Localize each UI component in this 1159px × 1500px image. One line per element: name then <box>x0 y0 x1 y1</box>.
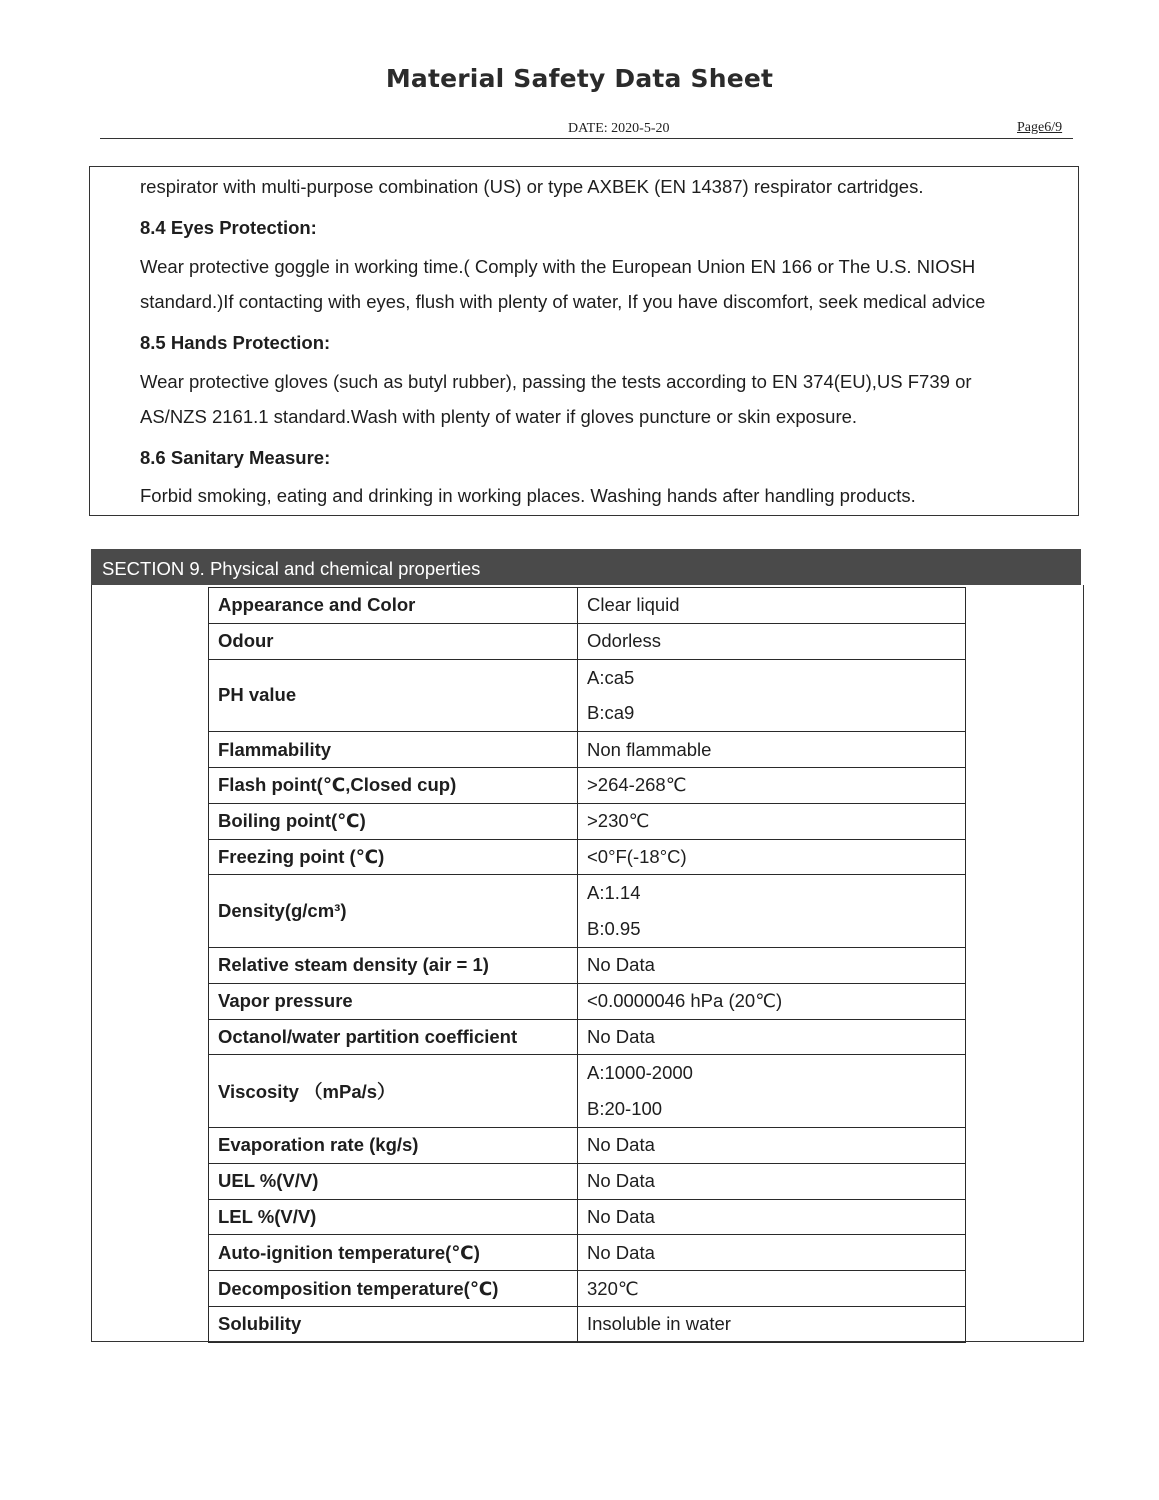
property-label: Boiling point(℃) <box>209 803 578 839</box>
table-row <box>209 983 966 1019</box>
property-value: No Data <box>578 1199 966 1235</box>
property-value: No Data <box>578 1163 966 1199</box>
property-value: Clear liquid <box>578 588 966 624</box>
section-8-text-line: Forbid smoking, eating and drinking in working places. Washing hands after handling products. <box>140 485 916 506</box>
table-row <box>209 1199 966 1235</box>
property-value-line: B:20-100 <box>587 1098 663 1120</box>
property-value: No Data <box>578 1235 966 1271</box>
table-row <box>209 588 966 624</box>
document-date: DATE: 2020-5-20 <box>568 121 670 136</box>
section-8-text-line: respirator with multi-purpose combination (US) or type AXBEK (EN 14387) respirator cartridges. <box>140 176 924 197</box>
property-label: Octanol/water partition coefficient <box>209 1019 578 1055</box>
table-row <box>209 1235 966 1271</box>
property-value <box>578 659 966 732</box>
property-value: <0.0000046 hPa (20℃) <box>578 983 966 1019</box>
page-number: Page6/9 <box>1017 120 1063 135</box>
table-row <box>209 1019 966 1055</box>
section-8-box <box>89 166 1079 516</box>
properties-table <box>208 587 966 1343</box>
property-value: >264-268℃ <box>578 767 966 803</box>
table-row <box>209 1163 966 1199</box>
section-8-subheading: 8.6 Sanitary Measure: <box>140 447 331 468</box>
property-value: 320℃ <box>578 1271 966 1307</box>
table-row <box>209 767 966 803</box>
property-label: Auto-ignition temperature(℃) <box>209 1235 578 1271</box>
section-8-subheading: 8.5 Hands Protection: <box>140 332 331 353</box>
section-9-header: SECTION 9. Physical and chemical properties <box>91 549 1081 585</box>
section-8-text-line: Wear protective gloves (such as butyl rubber), passing the tests according to EN 374(EU),US F739 or <box>140 371 972 392</box>
property-label: Decomposition temperature(℃) <box>209 1271 578 1307</box>
section-8-text-line: standard.)If contacting with eyes, flush with plenty of water, If you have discomfort, seek medical advice <box>140 291 986 312</box>
property-value-line: B:0.95 <box>587 918 641 940</box>
property-label: Viscosity （mPa/s） <box>209 1055 578 1128</box>
property-value: No Data <box>578 1127 966 1163</box>
property-label: Odour <box>209 623 578 659</box>
table-row <box>209 1127 966 1163</box>
table-row <box>209 1271 966 1307</box>
table-row <box>209 839 966 875</box>
table-row <box>209 875 966 948</box>
property-label: LEL %(V/V) <box>209 1199 578 1235</box>
property-value-line: A:1000-2000 <box>587 1062 693 1084</box>
property-label: Vapor pressure <box>209 983 578 1019</box>
property-value: Insoluble in water <box>578 1306 966 1342</box>
property-label: Appearance and Color <box>209 588 578 624</box>
property-label: PH value <box>209 659 578 732</box>
table-row <box>209 947 966 983</box>
property-label: Relative steam density (air = 1) <box>209 947 578 983</box>
header-rule <box>100 138 1073 139</box>
property-label: Flammability <box>209 732 578 768</box>
table-row <box>209 803 966 839</box>
property-label: UEL %(V/V) <box>209 1163 578 1199</box>
table-row <box>209 732 966 768</box>
property-label: Evaporation rate (kg/s) <box>209 1127 578 1163</box>
table-row <box>209 1055 966 1128</box>
property-value <box>578 1055 966 1128</box>
property-value-line: A:ca5 <box>587 666 635 688</box>
property-value: Non flammable <box>578 732 966 768</box>
property-value: Odorless <box>578 623 966 659</box>
property-label: Solubility <box>209 1306 578 1342</box>
property-value: <0°F(-18°C) <box>578 839 966 875</box>
section-8-text-line: AS/NZS 2161.1 standard.Wash with plenty of water if gloves puncture or skin exposure. <box>140 406 858 427</box>
table-row <box>209 659 966 732</box>
property-value: >230℃ <box>578 803 966 839</box>
section-8-subheading: 8.4 Eyes Protection: <box>140 217 317 238</box>
property-value-line: A:1.14 <box>587 882 641 904</box>
table-row <box>209 1306 966 1342</box>
document-title: Material Safety Data Sheet <box>385 64 774 93</box>
property-value-line: B:ca9 <box>587 702 635 724</box>
property-value <box>578 875 966 948</box>
section-8-text-line: Wear protective goggle in working time.( Comply with the European Union EN 166 or The U.S. NIOSH <box>140 256 976 277</box>
property-label: Density(g/cm³) <box>209 875 578 948</box>
table-row <box>209 623 966 659</box>
property-value: No Data <box>578 1019 966 1055</box>
property-label: Flash point(℃,Closed cup) <box>209 767 578 803</box>
property-value: No Data <box>578 947 966 983</box>
property-label: Freezing point (℃) <box>209 839 578 875</box>
